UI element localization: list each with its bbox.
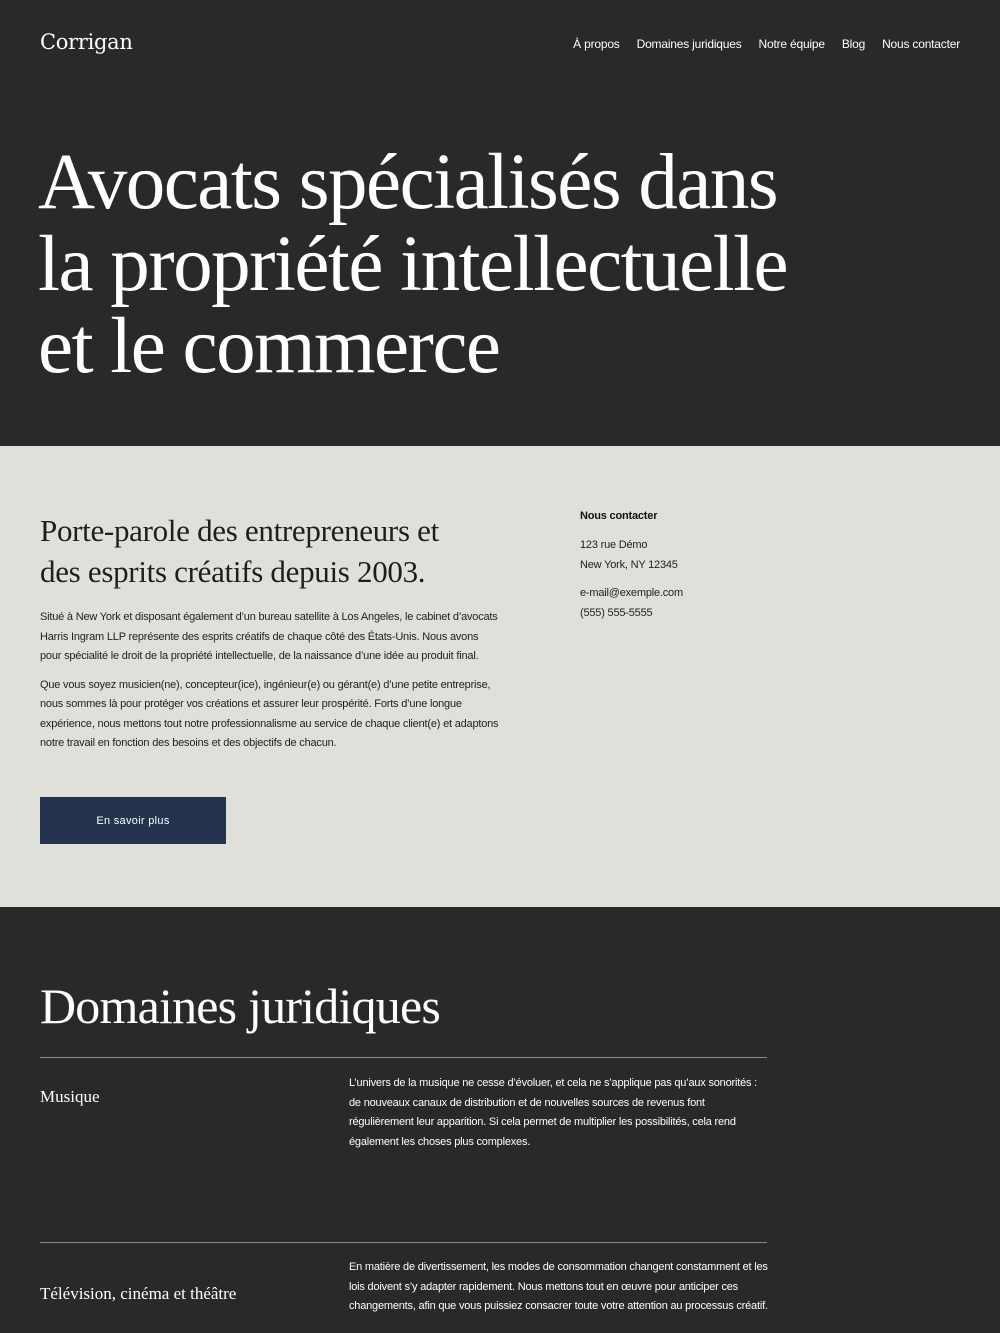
practice-areas-section bbox=[0, 907, 1000, 1333]
nav-link-blog[interactable]: Blog bbox=[841, 37, 866, 51]
intro-heading bbox=[40, 510, 520, 592]
practice-area-description: En matière de divertissement, les modes de consommation changent constamment et les lois doivent s’y adapter rapidement. Nous mettons tout en œuvre pour anticiper ces changements, afin que vous puissiez consacrer toute votre attention au processus créatif. bbox=[349, 1261, 768, 1312]
intro-paragraph: Situé à New York et disposant également d’un bureau satellite à Los Angeles, le cabinet d’avocats Harris Ingram LLP représente des esprits créatifs de chaque côté des États-Unis. Nous avons pour spécialité le droit de la propriété intellectuelle, de la naissance d’une idée au produit final. bbox=[40, 611, 498, 662]
nav-link-practice-areas[interactable]: Domaines juridiques bbox=[636, 37, 742, 51]
contact-email[interactable]: e-mail@exemple.com bbox=[580, 587, 683, 599]
intro-paragraph: Que vous soyez musicien(ne), concepteur(ice), ingénieur(e) ou gérant(e) d’une petite entreprise, nous sommes là pour protéger vos créations et assurer leur prospérité. Forts d’une longue expérience, nous mettons tout notre professionnalisme au service de chaque client(e) et adaptons notre travail en fonction des besoins et des objectifs de chacun. bbox=[40, 678, 499, 749]
intro-section bbox=[0, 446, 1000, 907]
hero-title bbox=[38, 139, 838, 390]
learn-more-button[interactable]: En savoir plus bbox=[40, 797, 226, 844]
practice-area-description: L’univers de la musique ne cesse d’évoluer, et cela ne s’applique pas qu’aux sonorités : de nouveaux canaux de distribution et de nouvelles sources de revenus font régulièrement leur apparition. Si cela permet de multiplier les possibilités, cela rend également les choses plus complexes. bbox=[349, 1077, 758, 1148]
main-nav bbox=[573, 37, 960, 51]
divider bbox=[40, 1242, 767, 1243]
hero-title-line: et le commerce bbox=[38, 303, 500, 390]
hero-title-line: Avocats spécialisés dans bbox=[38, 139, 778, 226]
divider bbox=[40, 1057, 767, 1058]
practice-areas-title: Domaines juridiques bbox=[40, 978, 441, 1034]
site-header bbox=[0, 0, 1000, 90]
site-logo[interactable]: Corrigan bbox=[40, 30, 133, 54]
nav-link-team[interactable]: Notre équipe bbox=[758, 37, 825, 51]
intro-heading-line: Porte-parole des entrepreneurs et bbox=[40, 513, 439, 548]
contact-title: Nous contacter bbox=[580, 510, 658, 522]
nav-link-about[interactable]: À propos bbox=[573, 37, 620, 51]
contact-block bbox=[580, 510, 830, 623]
practice-area-name[interactable]: Musique bbox=[40, 1087, 100, 1106]
nav-link-contact[interactable]: Nous contacter bbox=[882, 37, 960, 51]
contact-phone[interactable]: (555) 555-5555 bbox=[580, 606, 653, 619]
intro-heading-line: des esprits créatifs depuis 2003. bbox=[40, 554, 426, 589]
practice-area-name[interactable]: Télévision, cinéma et théâtre bbox=[40, 1284, 237, 1303]
hero-title-line: la propriété intellectuelle bbox=[38, 221, 788, 308]
contact-address-line1: 123 rue Démo bbox=[580, 539, 648, 551]
contact-address-line2: New York, NY 12345 bbox=[580, 558, 678, 571]
intro-body bbox=[40, 608, 500, 763]
hero-section bbox=[0, 90, 1000, 446]
contact-spacer bbox=[580, 575, 830, 584]
